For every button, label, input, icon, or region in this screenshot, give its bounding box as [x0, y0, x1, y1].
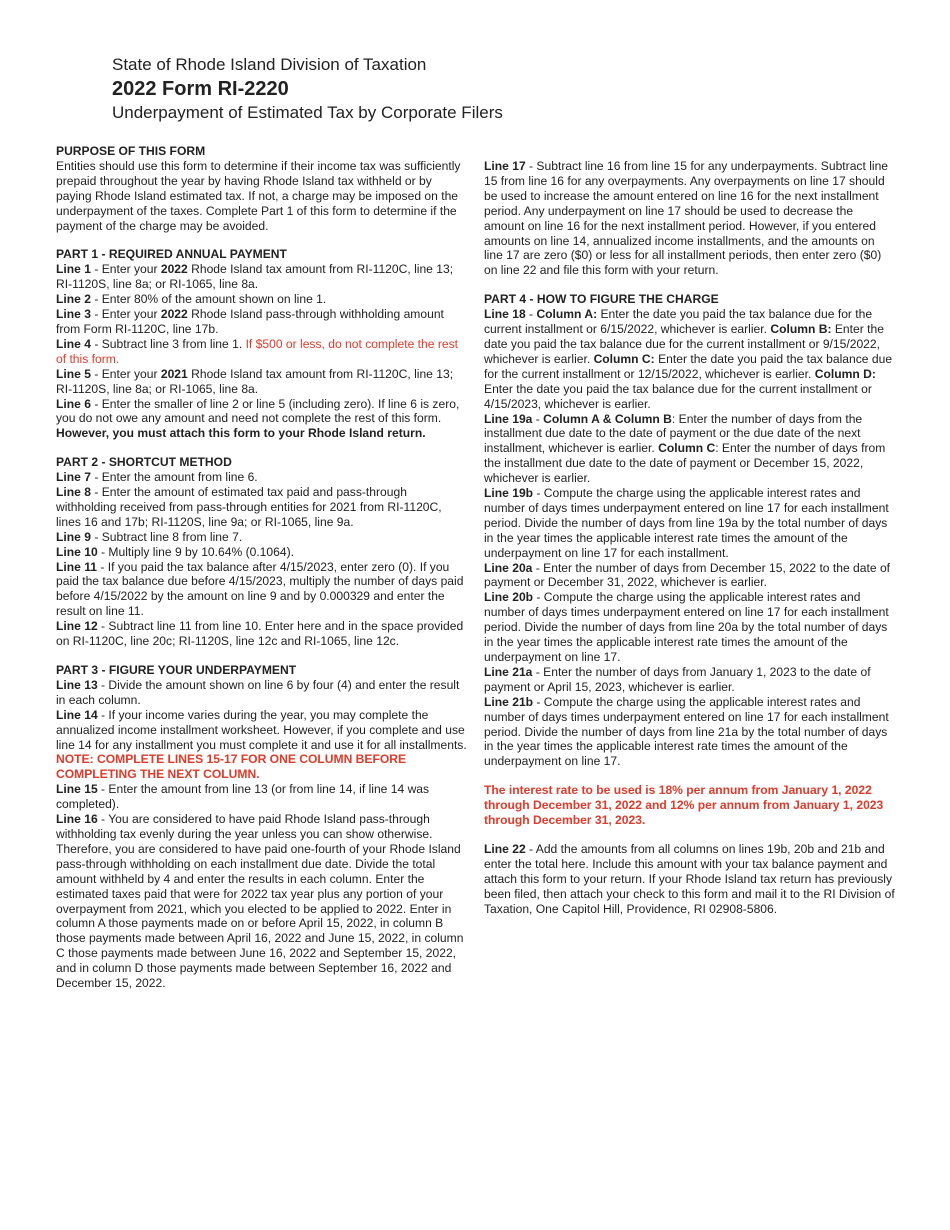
part3-section	[56, 663, 468, 991]
line-text: - Enter your	[90, 262, 161, 277]
line-label: Line 5	[56, 366, 91, 381]
section-title: PART 3 - FIGURE YOUR UNDERPAYMENT	[56, 663, 297, 677]
line-warning: If $500 or less, do not complete the rest of this form.	[56, 336, 458, 366]
line-18	[484, 307, 896, 411]
line-21b	[484, 695, 896, 770]
line-text: Enter the date you paid the tax balance due for the current installment or 6/15/2022, whichever is earlier.	[484, 307, 873, 337]
line-text: - Divide the amount shown on line 6 by four (4) and enter the result in each column.	[56, 677, 460, 707]
line-label: Line 4	[56, 336, 91, 351]
line-year: 2022	[160, 262, 188, 277]
line-text: - Enter the amount from line 6.	[90, 470, 258, 485]
line-text: - Enter 80% of the amount shown on line 1.	[90, 292, 327, 307]
form-title: 2022 Form RI-2220	[112, 78, 289, 100]
line-text: Enter the date you paid the tax balance due for the current installment or 9/15/2022, whichever is earlier.	[484, 322, 884, 366]
part4-section	[484, 292, 896, 769]
line-19a	[484, 412, 896, 487]
column-label: Column D:	[814, 366, 876, 381]
form-header	[112, 54, 503, 124]
line-emphasis: However, you must attach this form to your Rhode Island return.	[56, 426, 426, 441]
line-label: Line 20a	[484, 560, 533, 575]
line-20a	[484, 561, 896, 591]
line-text: - Add the amounts from all columns on lines 19b, 20b and 21b and enter the total here. Include this amount with your tax balance payment and attach this form to your return. If your Rhode Island tax return has previously been filed, then attach your check to this form and mail it to the RI Division of Taxation, One Capitol Hill, Providence, RI 02908-5806.	[484, 841, 895, 916]
section-title: PART 2 - SHORTCUT METHOD	[56, 455, 232, 470]
interest-rate-note	[484, 783, 896, 828]
line-text: - Subtract line 3 from line 1.	[90, 336, 246, 351]
line-21a	[484, 665, 896, 695]
interest-note-text: The interest rate to be used is 18% per annum from January 1, 2022 through December 31, 2022 and 12% per annum from January 1, 2023 through December 31, 2023.	[484, 783, 884, 828]
line-20b	[484, 590, 896, 665]
line-text: - If your income varies during the year, you may complete the annualized income installment worksheet. However, if you complete and use line 14 for any installment you must complete it and use it for all installments.	[56, 707, 467, 752]
line-label: Line 18	[484, 307, 526, 322]
line-1	[56, 262, 468, 292]
line-text: - Enter the amount from line 13 (or from line 14, if line 14 was completed).	[56, 782, 430, 812]
section-title: PART 4 - HOW TO FIGURE THE CHARGE	[484, 292, 719, 307]
line-12	[56, 619, 468, 649]
line-8	[56, 485, 468, 530]
line-label: Line 21a	[484, 664, 533, 679]
line-19b	[484, 486, 896, 561]
column-label: Column B:	[770, 322, 832, 337]
line-7	[56, 470, 468, 485]
line-text: - Compute the charge using the applicable interest rates and number of days times underpayment entered on line 17 for each installment period. Divide the number of days from line 19a by the total number of days in the year times the applicable interest rate times the amount of the underpayment on line 17 for each installment.	[484, 486, 889, 560]
line-label: Line 16	[56, 812, 98, 827]
line-text: - Enter the number of days from December 15, 2022 to the date of payment or December 31, 2022, whichever is earlier.	[484, 560, 891, 590]
line-label: Line 6	[56, 396, 91, 411]
line-label: Line 14	[56, 707, 98, 722]
line-11	[56, 560, 468, 620]
line-10	[56, 545, 468, 560]
line-6	[56, 397, 468, 442]
line-text: : Enter the number of days from the installment due date to the date of payment or the due date of the next installment, whichever is earlier.	[484, 411, 863, 456]
line-17-block	[484, 159, 896, 278]
line-text: - Compute the charge using the applicable interest rates and number of days times underpayment entered on line 17 for each installment period. Divide the number of days from line 20a by the total number of days in the year times the applicable interest rate times the amount of the underpayment on line 17.	[484, 590, 889, 664]
line-2	[56, 292, 468, 307]
section-title: PURPOSE OF THIS FORM	[56, 144, 206, 158]
column-label: Column C	[658, 441, 716, 456]
line-22	[484, 842, 896, 917]
line-year: 2022	[160, 307, 188, 322]
right-column	[484, 159, 896, 931]
line-text: Enter the date you paid the tax balance due for the current installment or 12/15/2022, whichever is earlier.	[484, 351, 893, 381]
line-label: Line 19a	[484, 411, 533, 426]
line-text: Rhode Island pass-through withholding amount from Form RI-1120C, line 17b.	[56, 307, 444, 336]
line-text: - Enter your	[90, 366, 161, 381]
line-16	[56, 812, 468, 991]
line-text: - If you paid the tax balance after 4/15/2023, enter zero (0). If you paid the tax balance due before 4/15/2023, multiply the number of days paid before 4/15/2022 by the amount on line 9 and by 0.000329 and enter the result on line 11.	[56, 559, 464, 619]
line-text: - Enter the number of days from January 1, 2023 to the date of payment or April 15, 2023, whichever is earlier.	[484, 664, 871, 694]
column-label: Column C:	[593, 351, 655, 366]
line-text: Rhode Island tax amount from RI-1120C, line 13; RI-1120S, line 8a; or RI-1065, line 8a.	[56, 262, 454, 292]
line-text: - Enter the smaller of line 2 or line 5 (including zero). If line 6 is zero, you do not owe any amount and need not complete the rest of this form.	[56, 396, 460, 426]
line-label: Line 2	[56, 292, 91, 307]
line-4	[56, 337, 468, 367]
line-label: Line 15	[56, 782, 98, 797]
line-text: - Enter your	[90, 307, 161, 322]
line-label: Line 19b	[484, 486, 534, 501]
line-text: - Subtract line 8 from line 7.	[90, 529, 243, 544]
line-9	[56, 530, 468, 545]
line-17	[484, 159, 896, 278]
line-label: Line 11	[56, 559, 98, 574]
line-label: Line 10	[56, 544, 98, 559]
column-label: Column A:	[536, 307, 598, 322]
line-text: -	[525, 307, 537, 322]
line-label: Line 13	[56, 677, 98, 692]
line-label: Line 1	[56, 262, 91, 277]
line-label: Line 12	[56, 619, 98, 634]
line-text: - You are considered to have paid Rhode Island pass-through withholding tax evenly during the year unless you can show otherwise. Therefore, you are considered to have paid one-fourth of your Rhode Island pass-through withholding on each installment due date. Divide the total amount withheld by 4 and enter the results in each column. Enter the estimated taxes paid that were for 2022 tax year plus any portion of your overpayment from 2021, which you elected to be applied to 2022. Enter in column A those payments made on or before April 15, 2022, in column B those payments made between April 16, 2022 and June 15, 2022, in column C those payments made between June 16, 2022 and September 15, 2022, and in column D those payments made between September 16, 2022 and December 15, 2022.	[56, 812, 464, 991]
line-label: Line 22	[484, 841, 526, 856]
line-text: - Compute the charge using the applicable interest rates and number of days times underpayment entered on line 17 for each installment period. Divide the number of days from line 21a by the total number of days in the year times the applicable interest rate times the amount of the underpayment on line 17.	[484, 694, 889, 769]
purpose-text: Entities should use this form to determine if their income tax was sufficiently prepaid throughout the year by having Rhode Island tax withheld or by paying Rhode Island estimated tax. If not, a charge may be imposed on the underpayment of the taxes. Complete Part 1 of this form to determine if the payment of the charge may be avoided.	[56, 158, 461, 233]
line-15	[56, 782, 468, 812]
section-title: PART 1 - REQUIRED ANNUAL PAYMENT	[56, 247, 287, 262]
column-note: NOTE: COMPLETE LINES 15-17 FOR ONE COLUMN BEFORE COMPLETING THE NEXT COLUMN.	[56, 752, 407, 782]
left-column	[56, 144, 468, 1005]
line-text: - Enter the amount of estimated tax paid and pass-through withholding received from pass-through entities for 2021 from RI-1120C, lines 16 and 17b; RI-1120S, line 9a; or RI-1065, line 9a.	[56, 485, 442, 529]
form-subtitle: Underpayment of Estimated Tax by Corporate Filers	[112, 103, 503, 122]
line-22-block	[484, 842, 896, 917]
purpose-section	[56, 144, 468, 233]
line-13	[56, 678, 468, 708]
line-3	[56, 307, 468, 337]
line-text: - Subtract line 16 from line 15 for any underpayments. Subtract line 15 from line 16 for any overpayments. Any overpayments on line 17 should be used to increase the amount entered on line 16 for the next installment period. Any underpayment on line 17 should be used to decrease the amount on line 16 for the next installment period. However, if you entered amounts on line 14, annualized income installments, and the amounts on line 17 are zero ($0) or less for all installment periods, then enter zero ($0) on line 22 and file this form with your return.	[484, 159, 889, 278]
line-14	[56, 708, 468, 753]
line-year: 2021	[160, 366, 188, 381]
line-text: -	[532, 411, 544, 426]
line-label: Line 9	[56, 529, 91, 544]
part1-section	[56, 247, 468, 441]
line-text: Rhode Island tax amount from RI-1120C, line 13; RI-1120S, line 8a; or RI-1065, line 8a.	[56, 366, 454, 396]
line-label: Line 8	[56, 485, 91, 500]
line-text: : Enter the number of days from the installment due date to the date of payment or December 15, 2022, whichever is earlier.	[484, 441, 886, 486]
line-label: Line 17	[484, 159, 526, 173]
column-label: Column A & Column B	[543, 411, 672, 426]
line-label: Line 21b	[484, 694, 534, 709]
part2-section	[56, 455, 468, 649]
line-label: Line 3	[56, 307, 91, 322]
line-text: - Multiply line 9 by 10.64% (0.1064).	[97, 544, 294, 559]
line-text: - Subtract line 11 from line 10. Enter here and in the space provided on RI-1120C, line 20c; RI-1120S, line 12c and RI-1065, line 12c.	[56, 619, 464, 649]
line-label: Line 20b	[484, 590, 534, 605]
agency-name: State of Rhode Island Division of Taxation	[112, 55, 427, 74]
line-text: Enter the date you paid the tax balance due for the current installment or 4/15/2023, whichever is earlier.	[484, 381, 872, 411]
line-5	[56, 367, 468, 397]
line-label: Line 7	[56, 470, 91, 485]
